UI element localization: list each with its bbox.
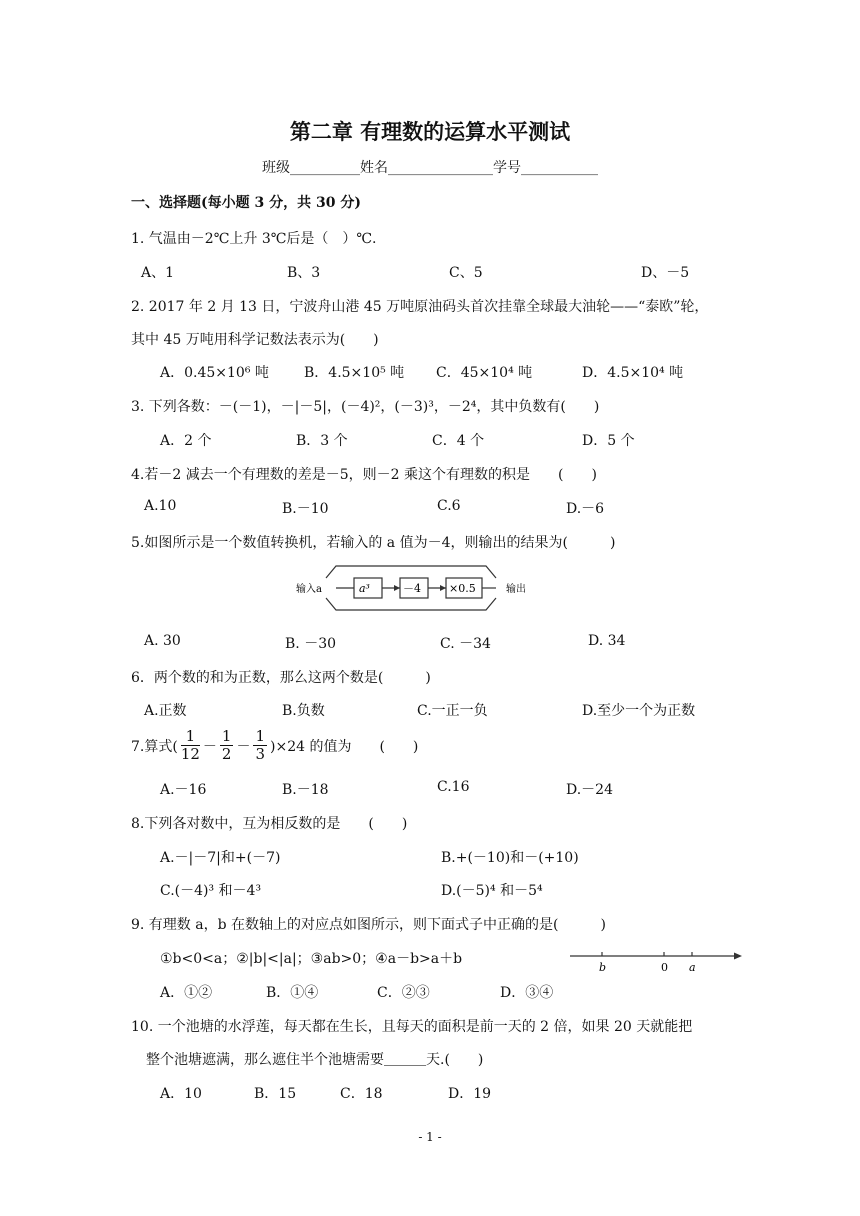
q10-option-b: B．15 — [254, 1086, 297, 1102]
numberline-label-zero: 0 — [661, 961, 668, 974]
q8-option-c: C.(－4)³ 和－4³ — [160, 883, 262, 899]
q7-option-a: A.－16 — [160, 782, 207, 798]
question-5-stem: 5.如图所示是一个数值转换机，若输入的 a 值为－4，则输出的结果为( ) — [131, 535, 616, 551]
question-9-stem: 9. 有理数 a，b 在数轴上的对应点如图所示，则下面式子中正确的是( ) — [131, 917, 606, 933]
q5-option-c: C. －34 — [440, 636, 491, 652]
q5-option-d: D. 34 — [588, 633, 626, 649]
q2-option-a: A．0.45×10⁶ 吨 — [160, 365, 269, 381]
frac-denominator: 12 — [180, 745, 200, 763]
frac-numerator: 1 — [221, 727, 232, 745]
page-number: - 1 - — [418, 1130, 442, 1144]
fraction-1-2 — [220, 728, 234, 763]
q8-option-a: A.－|－7|和+(－7) — [160, 850, 281, 866]
question-7-stem — [131, 728, 418, 763]
q1-option-d: D、－5 — [641, 265, 690, 281]
q1-option-c: C、5 — [449, 265, 483, 281]
q8-option-b: B.+(－10)和－(+10) — [441, 850, 579, 866]
q4-option-c: C.6 — [437, 498, 461, 514]
q4-option-b: B.－10 — [282, 501, 329, 517]
q3-option-a: A．2 个 — [160, 433, 212, 449]
question-10-stem: 10. 一个池塘的水浮莲，每天都在生长，且每天的面积是前一天的 2 倍，如果 20 天就能把 — [131, 1019, 693, 1035]
q2-option-b: B．4.5×10⁵ 吨 — [304, 365, 405, 381]
frac-denominator: 2 — [221, 745, 232, 763]
machine-box-cube: a³ — [359, 582, 370, 595]
question-4-stem: 4.若－2 减去一个有理数的差是－5，则－2 乘这个有理数的积是 ( ) — [131, 467, 597, 483]
question-1-stem: 1. 气温由－2℃上升 3℃后是（ ）℃. — [131, 231, 377, 247]
q7-option-c: C.16 — [437, 779, 470, 795]
q9-option-b: B．①④ — [266, 985, 319, 1001]
numberline-label-b: b — [599, 961, 607, 974]
q3-option-c: C．4 个 — [432, 433, 485, 449]
q2-option-d: D．4.5×10⁴ 吨 — [582, 365, 684, 381]
q7-option-b: B.－18 — [282, 782, 329, 798]
question-8-stem: 8.下列各对数中，互为相反数的是 ( ) — [131, 816, 408, 832]
q7-stem-post: )×24 的值为 ( ) — [270, 738, 419, 755]
section-heading: 一、选择题(每小题 3 分，共 30 分) — [131, 195, 361, 211]
q4-option-d: D.－6 — [566, 501, 605, 517]
q1-option-b: B、3 — [287, 265, 321, 281]
q10-option-c: C．18 — [340, 1086, 383, 1102]
minus-sign: － — [236, 738, 251, 755]
question-10-stem-cont: 整个池塘遮满，那么遮住半个池塘需要＿＿＿天.( ) — [146, 1052, 484, 1068]
q7-stem-pre: 7.算式( — [131, 738, 178, 755]
machine-input-label: 输入a — [296, 584, 322, 595]
q5-option-a: A. 30 — [144, 633, 181, 649]
conversion-machine-diagram — [296, 564, 536, 612]
q10-option-d: D．19 — [448, 1086, 492, 1102]
q10-option-a: A．10 — [160, 1086, 202, 1102]
q3-option-d: D．5 个 — [582, 433, 635, 449]
fraction-1-12 — [181, 728, 200, 763]
q9-option-a: A．①② — [160, 985, 213, 1001]
question-6-stem: 6．两个数的和为正数，那么这两个数是( ) — [131, 670, 431, 686]
question-3-stem: 3. 下列各数：－(－1)，－|－5|，(－4)²，(－3)³，－2⁴，其中负数有( ) — [131, 399, 600, 415]
q6-option-c: C.一正一负 — [417, 703, 488, 719]
q4-option-a: A.10 — [144, 498, 177, 514]
fraction-1-3 — [253, 728, 267, 763]
q6-option-b: B.负数 — [282, 703, 325, 719]
question-2-stem: 2. 2017 年 2 月 13 日，宁波舟山港 45 万吨原油码头首次挂靠全球最大油轮——“泰欧”轮， — [131, 299, 709, 315]
q6-option-d: D.至少一个为正数 — [582, 703, 696, 719]
machine-box-minus4: －4 — [403, 582, 421, 595]
numberline-label-a: a — [689, 961, 696, 974]
minus-sign: － — [202, 738, 217, 755]
q1-option-a: A、1 — [141, 265, 175, 281]
q9-option-d: D．③④ — [500, 985, 554, 1001]
page-title: 第二章 有理数的运算水平测试 — [289, 120, 571, 144]
frac-numerator: 1 — [181, 728, 200, 746]
q7-option-d: D.－24 — [566, 782, 613, 798]
machine-output-label: 输出 — [506, 584, 526, 595]
number-line-diagram — [568, 944, 744, 974]
q8-option-d: D.(－5)⁴ 和－5⁴ — [441, 883, 543, 899]
machine-box-times-half: ×0.5 — [449, 582, 476, 595]
q2-option-c: C．45×10⁴ 吨 — [436, 365, 533, 381]
q9-conditions: ①b<0<a；②|b|<|a|；③ab>0；④a－b>a＋b — [160, 951, 463, 967]
question-2-stem-cont: 其中 45 万吨用科学记数法表示为( ) — [131, 332, 379, 348]
frac-numerator: 1 — [255, 727, 266, 745]
student-info-line: 班级__________姓名_______________学号___________ — [262, 160, 598, 176]
frac-denominator: 3 — [255, 745, 266, 763]
q6-option-a: A.正数 — [144, 703, 187, 719]
q5-option-b: B. －30 — [285, 636, 337, 652]
q9-option-c: C．②③ — [377, 985, 430, 1001]
q3-option-b: B．3 个 — [296, 433, 348, 449]
